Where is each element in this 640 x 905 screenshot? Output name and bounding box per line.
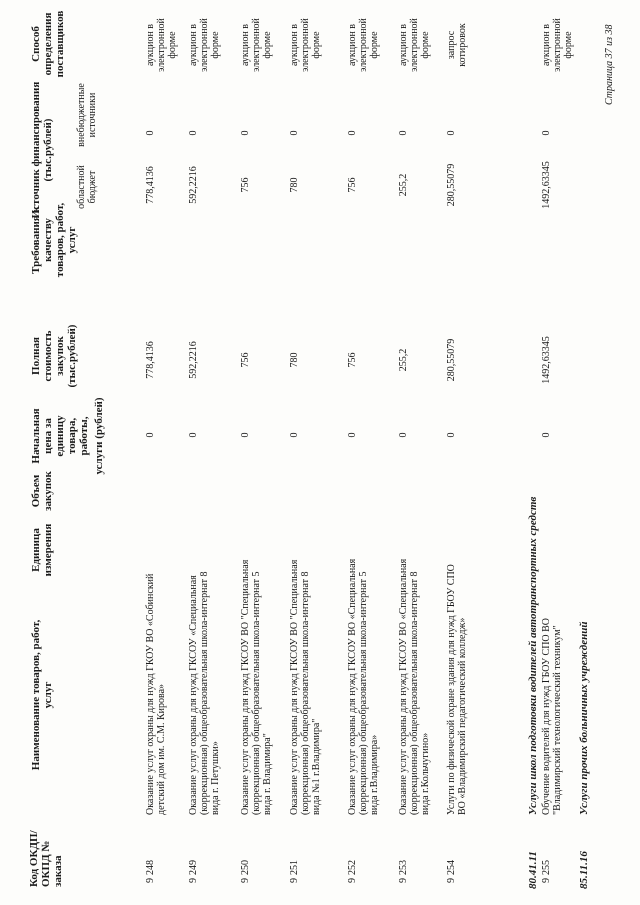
row-extra: 0 xyxy=(541,130,552,136)
header-fin-regional: областной бюджет xyxy=(76,165,98,209)
header-fin-extra: внебюджетные источники xyxy=(76,83,98,147)
row-extra: 0 xyxy=(398,130,409,136)
row-number: 254 xyxy=(446,860,457,875)
row-regional: 756 xyxy=(240,177,251,193)
row-number: 255 xyxy=(541,860,552,875)
row-extra: 0 xyxy=(446,130,457,136)
row-number: 252 xyxy=(347,860,358,875)
row-price: 0 xyxy=(541,432,552,438)
row-extra: 0 xyxy=(240,130,251,136)
row-index: 9 xyxy=(446,878,457,883)
row-price: 0 xyxy=(446,432,457,438)
row-index: 9 xyxy=(240,878,251,883)
row-index: 9 xyxy=(289,878,300,883)
row-number: 251 xyxy=(289,860,300,875)
row-index: 9 xyxy=(145,878,156,883)
row-regional: 255,2 xyxy=(398,173,409,197)
row-price: 0 xyxy=(145,432,156,438)
row-regional: 1492,63345 xyxy=(541,161,552,209)
section-code: 85.11.16 xyxy=(578,851,590,889)
header-method: Способ определения поставщиков xyxy=(30,10,66,78)
row-name: Услуги по физической охране здания для нужд ГБОУ СПО ВО «Владимирский педагогический колледж» xyxy=(446,564,468,815)
row-price: 0 xyxy=(347,432,358,438)
row-extra: 0 xyxy=(145,130,156,136)
row-price: 0 xyxy=(398,432,409,438)
row-regional: 756 xyxy=(347,177,358,193)
row-extra: 0 xyxy=(188,130,199,136)
row-extra: 0 xyxy=(289,130,300,136)
row-number: 249 xyxy=(188,860,199,875)
row-total: 756 xyxy=(347,352,358,368)
row-extra: 0 xyxy=(347,130,358,136)
row-index: 9 xyxy=(541,878,552,883)
row-price: 0 xyxy=(240,432,251,438)
row-price: 0 xyxy=(289,432,300,438)
row-method: аукцион в электронной форме xyxy=(145,18,178,72)
row-method: запрос котировок xyxy=(446,23,468,67)
row-total: 756 xyxy=(240,352,251,368)
row-name: Оказание услуг охраны для нужд ГКОУ ВО «Собинский детский дом им. С.М. Кирова» xyxy=(145,573,167,815)
header-financing: Источник финансирования (тыс.рублей) xyxy=(30,81,54,219)
row-regional: 780 xyxy=(289,177,300,193)
row-name: Обучение водителей для нужд ГБОУ СПО ВО "Владимирский технологический техникум" xyxy=(541,617,563,815)
row-method: аукцион в электронной форме xyxy=(347,18,380,72)
header-requirements: Требования к качеству товаров, работ, услуг xyxy=(30,202,78,278)
page-footer: Страница 37 из 38 xyxy=(604,24,615,105)
row-number: 253 xyxy=(398,860,409,875)
header-unit: Единица измерения xyxy=(30,523,54,577)
header-price: Начальная цена за единицу товара, работы, xyxy=(30,408,90,464)
section-code: 80.41.11 xyxy=(527,851,539,889)
section-title: Услуги школ подготовки водителей автотранспортных средств xyxy=(527,496,539,815)
header-total: Полная стоимость закупок (тыс.рублей) xyxy=(30,324,78,388)
header-code: Код ОКДП/ ОКПД № заказа xyxy=(28,830,64,887)
row-method: аукцион в электронной форме xyxy=(398,18,431,72)
row-price: 0 xyxy=(188,432,199,438)
row-number: 248 xyxy=(145,860,156,875)
row-total: 280,55079 xyxy=(446,338,457,382)
row-index: 9 xyxy=(347,878,358,883)
row-index: 9 xyxy=(188,878,199,883)
row-regional: 592,2216 xyxy=(188,166,199,204)
row-name: Оказание услуг охраны для нужд ГКСОУ ВО «Специальная (коррекционная) общеобразовательная школа-интернат 8 вида г.Кольчугино» xyxy=(398,558,431,815)
row-name: Оказание услуг охраны для нужд ГКСОУ ВО "Специальная (коррекционная) общеобразовательная школа-интернат 5 вида г. Владимира" xyxy=(240,559,273,815)
row-total: 780 xyxy=(289,352,300,368)
row-number: 250 xyxy=(240,860,251,875)
row-index: 9 xyxy=(398,878,409,883)
row-total: 255,2 xyxy=(398,348,409,372)
header-volume: Объем закупок xyxy=(30,471,54,511)
row-regional: 280,55079 xyxy=(446,163,457,207)
row-total: 1492,63345 xyxy=(541,336,552,384)
section-title: Услуги прочих больничных учреждений xyxy=(578,621,590,815)
row-method: аукцион в электронной форме xyxy=(240,18,273,72)
row-method: аукцион в электронной форме xyxy=(289,18,322,72)
row-method: аукцион в электронной форме xyxy=(541,18,574,72)
header-name: Наименование товаров, работ, услуг xyxy=(30,619,54,771)
row-name: Оказание услуг охраны для нужд ГКСОУ ВО «Специальная (коррекционная) общеобразовательная школа-интернат 5 вида г.Владимира» xyxy=(347,558,380,815)
row-regional: 778,4136 xyxy=(145,166,156,204)
row-name: Оказание услуг охраны для нужд ГКСОУ ВО "Специальная (коррекционная) общеобразовательная школа-интернат 8 вида №1 г.Владимира" xyxy=(289,559,322,815)
header-price-unit: услуги (рублей) xyxy=(93,397,105,475)
row-method: аукцион в электронной форме xyxy=(188,18,221,72)
row-total: 592,2216 xyxy=(188,341,199,379)
row-name: Оказание услуг охраны для нужд ГКСОУ «Специальная (коррекционная) общеобразовательная школа-интернат 8 вида г. Петушки» xyxy=(188,571,221,815)
row-total: 778,4136 xyxy=(145,341,156,379)
